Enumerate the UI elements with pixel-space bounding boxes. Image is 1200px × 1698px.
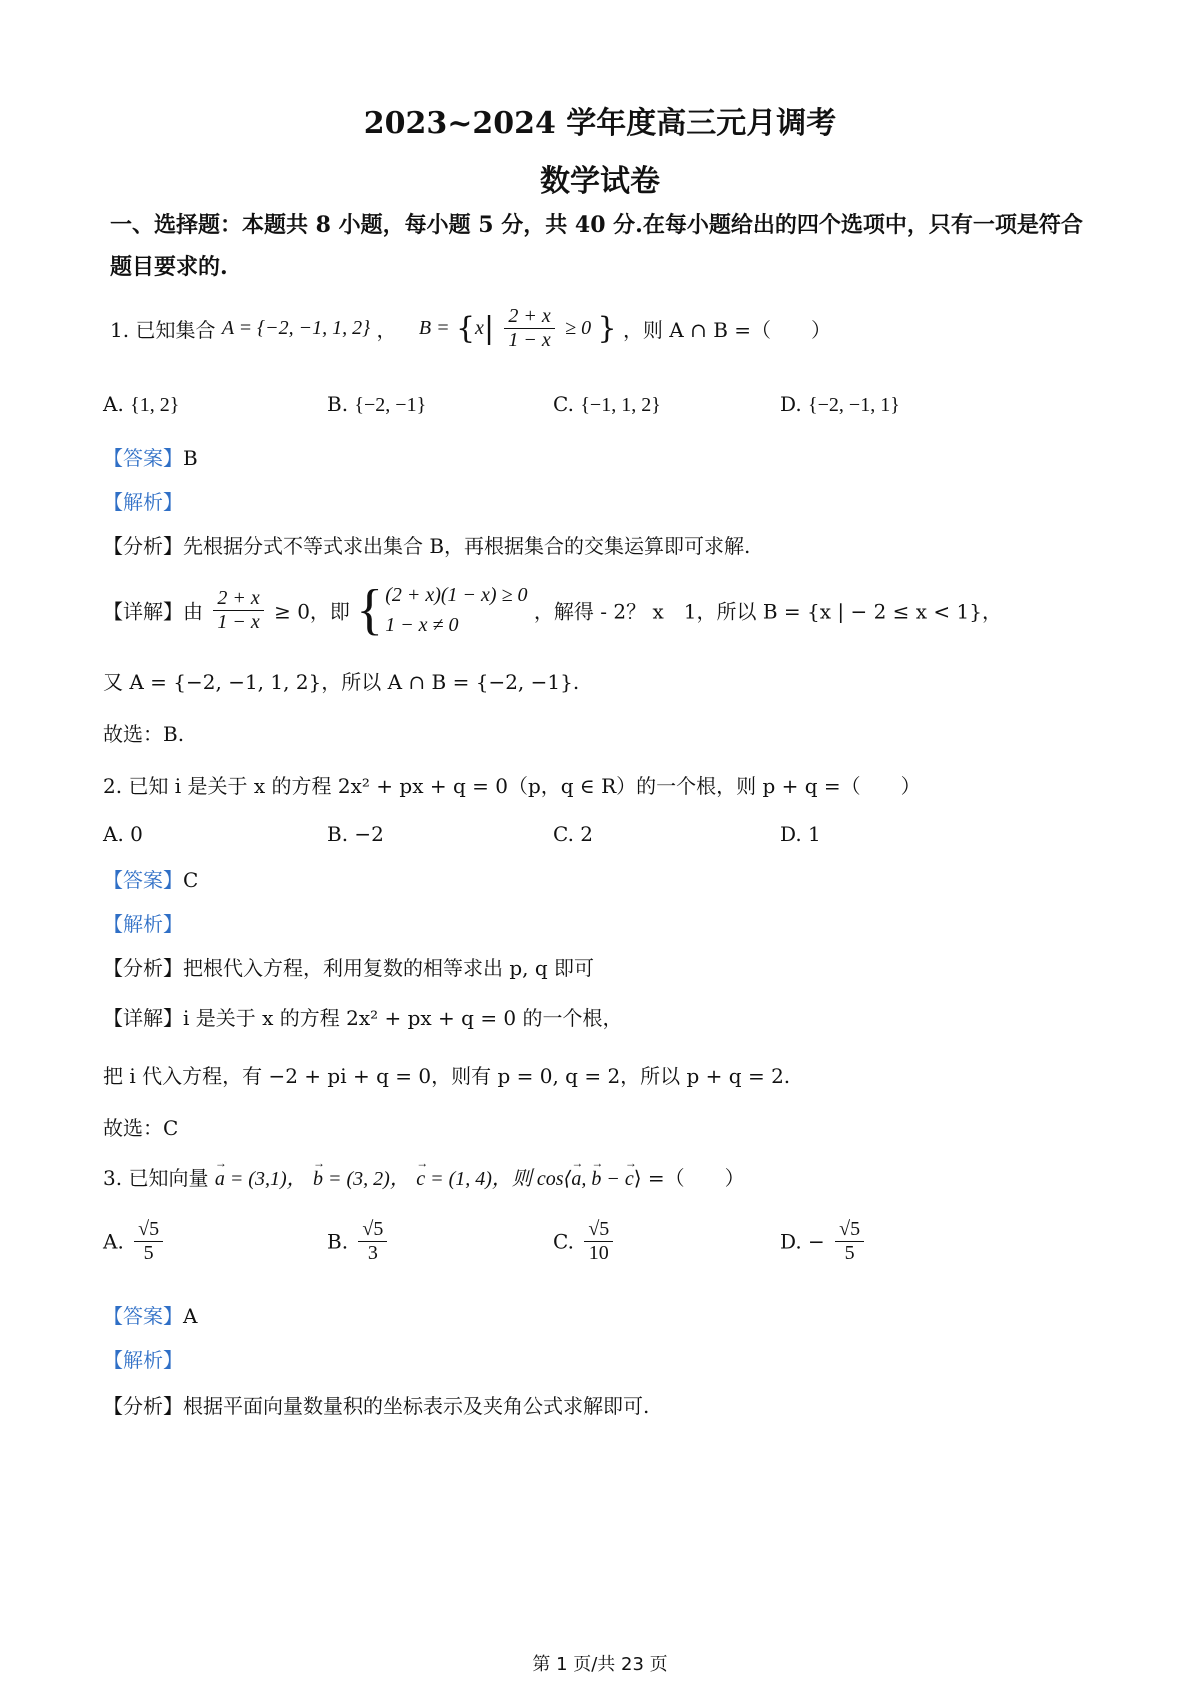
q1-option-d: D. {−2, −1, 1} [780, 392, 900, 416]
q2-option-b: B. −2 [327, 822, 384, 846]
q1-analysis-label: 【解析】 [103, 490, 183, 514]
q2-fenxi: 【分析】把根代入方程，利用复数的相等求出 p, q 即可 [103, 956, 595, 980]
q1-option-a: A. {1, 2} [103, 392, 180, 416]
q2-option-c: C. 2 [553, 822, 594, 846]
q2-option-d: D. 1 [780, 822, 821, 846]
q1-frac-den: 1 − x [508, 329, 551, 351]
q3-analysis-label: 【解析】 [103, 1348, 183, 1372]
q1-ineq: ≥ 0 [565, 317, 592, 339]
vec-a-symbol: → a [215, 1168, 225, 1191]
q1-conclusion: 故选：B. [103, 722, 185, 746]
question-1-stem: 1. 已知集合 A = {−2, −1, 1, 2} ， B = {x| $\frac{2 + x}{1 - x}$ ≥ 0 } ，则 A ∩ B =（ ） [110, 305, 832, 351]
q1-frac-num: 2 + x [504, 305, 554, 329]
question-3-stem: 3. 已知向量 → a = (3,1)， → b = (3, 2)， → c = (1, 4)，则 cos⟨→ a, → b − → c⟩ =（ ） [103, 1162, 745, 1191]
q1-set-a: A = {−2, −1, 1, 2} [221, 317, 371, 339]
q2-detail1: 【详解】i 是关于 x 的方程 2x² + px + q = 0 的一个根， [103, 1006, 623, 1030]
vec-b-symbol: → b [313, 1168, 323, 1191]
q3-fenxi: 【分析】根据平面向量数量积的坐标表示及夹角公式求解即可. [103, 1394, 650, 1418]
q3-option-a: A. $\frac{√5}{5}$ [103, 1218, 167, 1265]
page-footer: 第 1 页/共 23 页 [532, 1654, 668, 1675]
section-heading: 一、选择题：本题共 8 小题，每小题 5 分，共 40 分.在每小题给出的四个选项中，只有一项是符合题目要求的. [110, 212, 1083, 280]
exam-subtitle: 数学试卷 [540, 164, 660, 199]
q1-option-b: B. {−2, −1} [327, 392, 427, 416]
q1-fenxi: 【分析】先根据分式不等式求出集合 B，再根据集合的交集运算即可求解. [103, 534, 751, 558]
q1-detail: 【详解】由 $\frac{2 + x}{1 - x}$ ≥ 0，即 { (2 + x)(1 − x) ≥ 0 1 − x ≠ 0 ，解得 - 2？ x 1，所以 B = {x | − 2 ≤ x < 1}， [103, 579, 1002, 641]
q1-option-c: C. {−1, 1, 2} [553, 392, 661, 416]
q1-detail-line2: 又 A = {−2, −1, 1, 2}，所以 A ∩ B = {−2, −1}. [103, 670, 580, 694]
q2-detail2: 把 i 代入方程，有 −2 + pi + q = 0，则有 p = 0, q = 2，所以 p + q = 2. [103, 1064, 791, 1088]
q3-answer: 【答案】A [103, 1304, 198, 1328]
q3-option-b: B. $\frac{√5}{3}$ [327, 1218, 391, 1265]
vec-c-symbol: → c [416, 1168, 425, 1191]
q2-conclusion: 故选：C [103, 1116, 179, 1140]
exam-title: 2023~2024 学年度高三元月调考 [363, 106, 837, 141]
q3-option-c: C. $\frac{√5}{10}$ [553, 1218, 617, 1265]
q1-tail: ，则 A ∩ B =（ ） [622, 318, 832, 342]
q3-option-d: D. − $\frac{√5}{5}$ [780, 1218, 868, 1265]
q2-option-a: A. 0 [103, 822, 143, 846]
q2-answer: 【答案】C [103, 868, 199, 892]
question-2-stem: 2. 已知 i 是关于 x 的方程 2x² + px + q = 0（p，q ∈ R）的一个根，则 p + q =（ ） [103, 774, 921, 798]
q1-answer: 【答案】B [103, 446, 198, 470]
q1-prefix: 1. 已知集合 [110, 318, 216, 342]
q1-set-b-lhs: B = [418, 317, 450, 339]
q1-set-b-fraction [504, 305, 554, 352]
q2-analysis-label: 【解析】 [103, 912, 183, 936]
